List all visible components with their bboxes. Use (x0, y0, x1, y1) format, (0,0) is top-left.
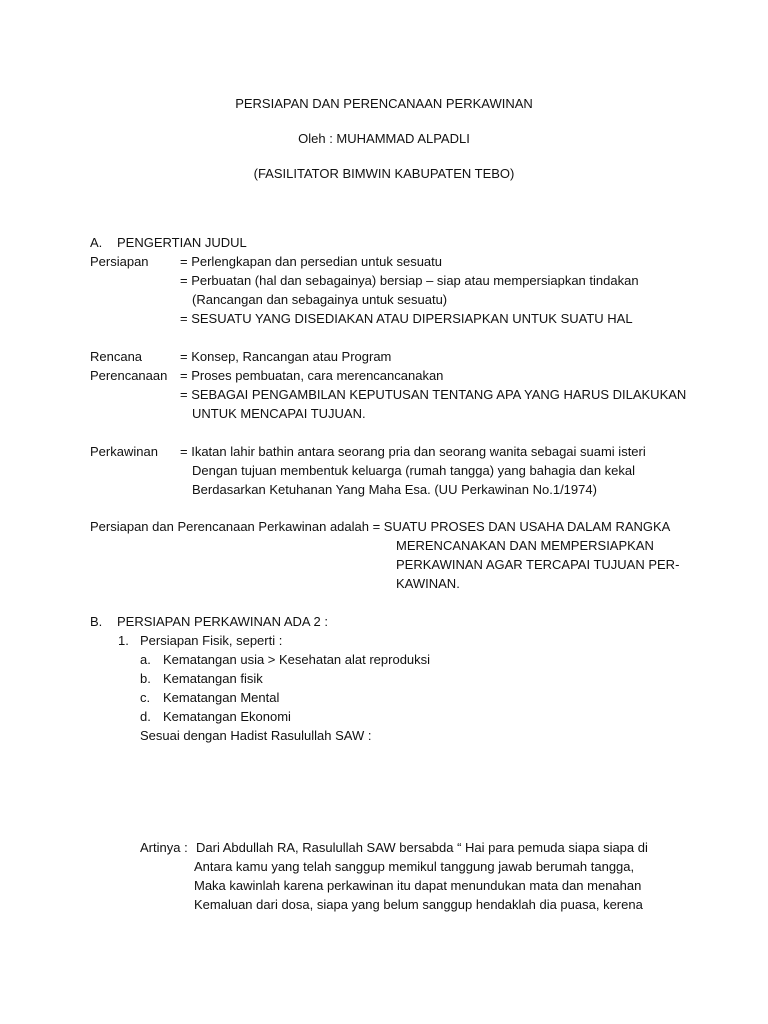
sublist-letter: b. (140, 671, 151, 686)
artinya-line: Kemaluan dari dosa, siapa yang belum sanggup hendaklah dia puasa, kerena (194, 897, 643, 912)
definition-line: = SEBAGAI PENGAMBILAN KEPUTUSAN TENTANG APA YANG HARUS DILAKUKAN (180, 387, 687, 402)
summary-lead: Persiapan dan Perencanaan Perkawinan adalah = SUATU PROSES DAN USAHA DALAM RANGKA (90, 519, 671, 534)
summary-line: PERKAWINAN AGAR TERCAPAI TUJUAN PER- (396, 557, 680, 572)
summary-line: MERENCANAKAN DAN MEMPERSIAPKAN (396, 538, 654, 553)
section-b-heading: PERSIAPAN PERKAWINAN ADA 2 : (117, 614, 328, 629)
hadith-intro: Sesuai dengan Hadist Rasulullah SAW : (140, 728, 372, 743)
summary-line: KAWINAN. (396, 576, 460, 591)
document-author: Oleh : MUHAMMAD ALPADLI (298, 131, 470, 146)
definition-line: = SESUATU YANG DISEDIAKAN ATAU DIPERSIAPKAN UNTUK SUATU HAL (180, 311, 633, 326)
sublist-item: Kematangan usia > Kesehatan alat reproduksi (163, 652, 431, 667)
sublist-letter: d. (140, 709, 151, 724)
definition-line: = Konsep, Rancangan atau Program (180, 349, 392, 364)
section-a-number: A. (90, 235, 103, 250)
document-title: PERSIAPAN DAN PERENCANAAN PERKAWINAN (235, 96, 533, 111)
definition-line: Dengan tujuan membentuk keluarga (rumah tangga) yang bahagia dan kekal (192, 463, 636, 478)
sublist-letter: c. (140, 690, 151, 705)
artinya-line: Dari Abdullah RA, Rasulullah SAW bersabda “ Hai para pemuda siapa siapa di (196, 840, 648, 855)
term-perkawinan: Perkawinan (90, 444, 158, 459)
definition-line: = Perbuatan (hal dan sebagainya) bersiap – siap atau mempersiapkan tindakan (180, 273, 639, 288)
sublist-item: Kematangan Ekonomi (163, 709, 291, 724)
artinya-line: Antara kamu yang telah sanggup memikul tanggung jawab berumah tangga, (194, 859, 635, 874)
artinya-label: Artinya : (140, 840, 188, 855)
definition-line: = Proses pembuatan, cara merencancanakan (180, 368, 444, 383)
definition-line: = Perlengkapan dan persedian untuk sesuatu (180, 254, 442, 269)
definition-line: = Ikatan lahir bathin antara seorang pria dan seorang wanita sebagai suami isteri (180, 444, 646, 459)
sublist-letter: a. (140, 652, 151, 667)
term-rencana: Rencana (90, 349, 143, 364)
sublist-item: Kematangan Mental (163, 690, 280, 705)
list-item: Persiapan Fisik, seperti : (140, 633, 283, 648)
term-perencanaan: Perencanaan (90, 368, 168, 383)
definition-line: UNTUK MENCAPAI TUJUAN. (192, 406, 366, 421)
definition-line: (Rancangan dan sebagainya untuk sesuatu) (192, 292, 448, 307)
artinya-line: Maka kawinlah karena perkawinan itu dapat menundukan mata dan menahan (194, 878, 642, 893)
term-persiapan: Persiapan (90, 254, 149, 269)
definition-line: Berdasarkan Ketuhanan Yang Maha Esa. (UU Perkawinan No.1/1974) (192, 482, 597, 497)
section-a-heading: PENGERTIAN JUDUL (117, 235, 247, 250)
list-number: 1. (118, 633, 129, 648)
document-affiliation: (FASILITATOR BIMWIN KABUPATEN TEBO) (253, 166, 515, 181)
sublist-item: Kematangan fisik (163, 671, 263, 686)
section-b-number: B. (90, 614, 103, 629)
